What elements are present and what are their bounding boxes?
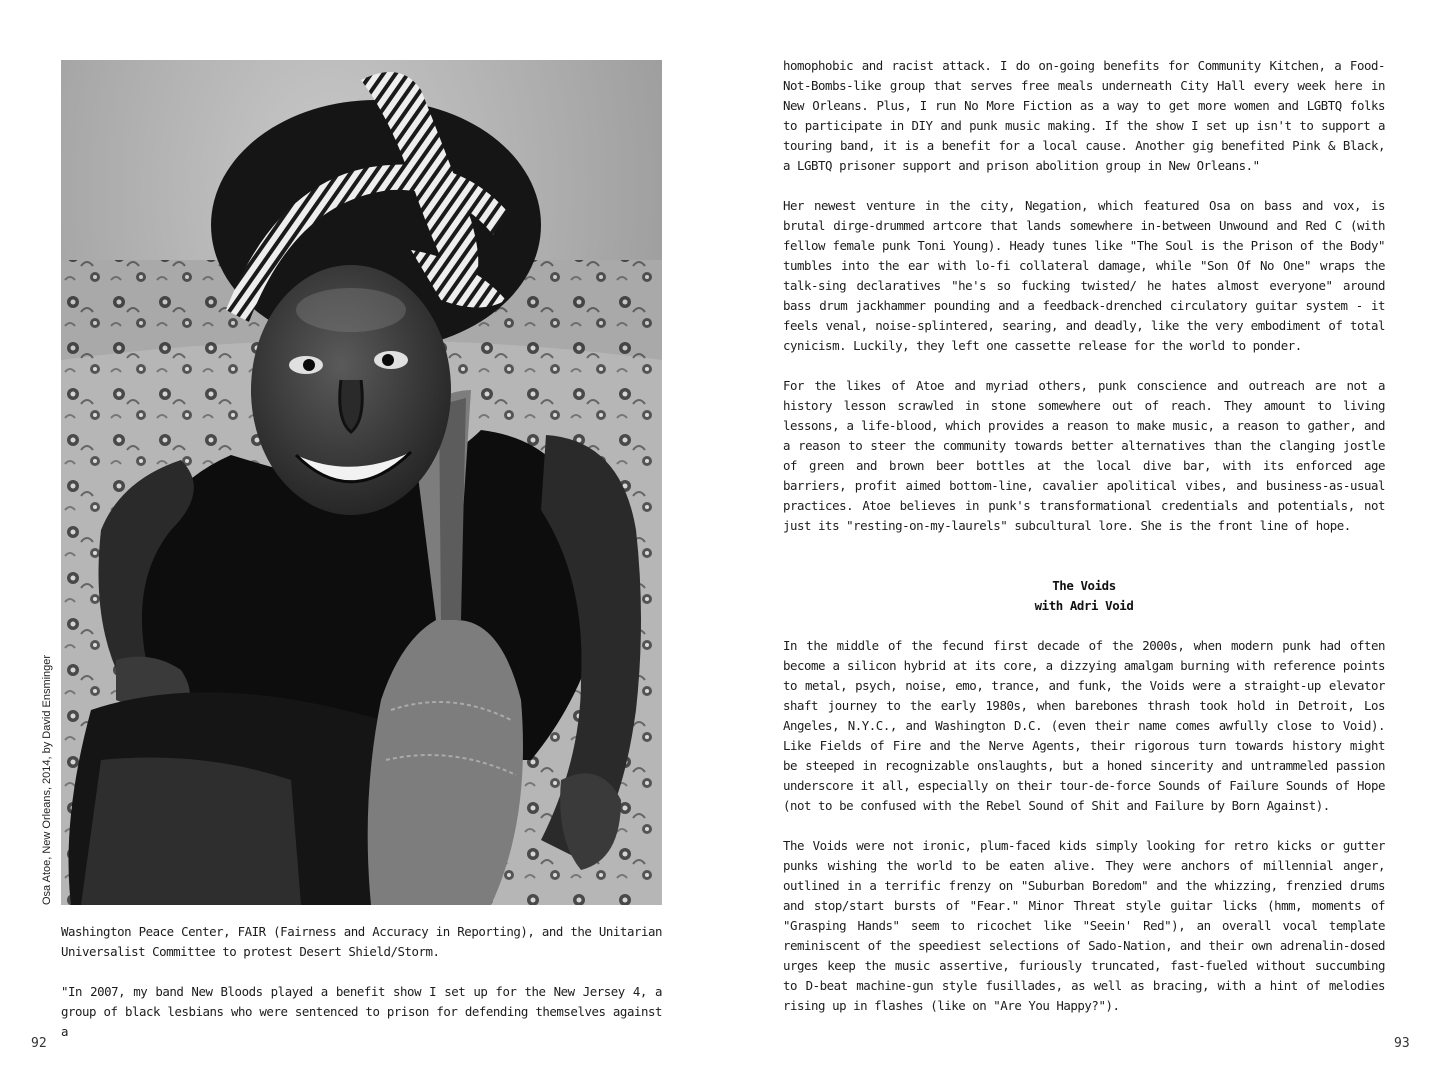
page-number-left: 92: [31, 1036, 47, 1051]
paragraph: "In 2007, my band New Bloods played a benefit show I set up for the New Jersey 4, a group of black lesbians who were sentenced to prison for defending themselves against a: [61, 984, 662, 1039]
portrait-photo-illustration: [61, 60, 662, 905]
paragraph: For the likes of Atoe and myriad others, punk conscience and outreach are not a history lesson scrawled in stone somewhere out of reach. They amount to living lessons, a life-blood, which provides a reason to make music, a reason to gather, and a reason to steer the community towards better alternatives than the clanging jostle of green and brown beer bottles at the local dive bar, with its enforced age barriers, profit aimed bottom-line, cavalier apolitical vibes, and business-as-usual practices. Atoe believes in punk's transformational credentials and potentials, not just its "resting-on-my-laurels" subcultural lore. She is the front line of hope.: [783, 378, 1385, 533]
paragraph: homophobic and racist attack. I do on-going benefits for Community Kitchen, a Food-Not-Bombs-like group that serves free meals underneath City Hall every week here in New Orleans. Plus, I run No More Fiction as a way to get more women and LGBTQ folks to participate in DIY and punk music making. If the show I set up isn't to support a touring band, it is a benefit for a local cause. Another gig benefited Pink & Black, a LGBTQ prisoner support and prison abolition group in New Orleans.": [783, 58, 1385, 173]
section-subtitle: with Adri Void: [1034, 598, 1134, 613]
section-title: The Voids: [1052, 578, 1116, 593]
paragraph: Her newest venture in the city, Negation, which featured Osa on bass and vox, is brutal dirge-drummed artcore that lands somewhere in-between Unwound and Red C (with fellow female punk Toni Young). Heady tunes like "The Soul is the Prison of the Body" tumbles into the ear with lo-fi collateral damage, while "Son Of No One" wraps the talk-sing declaratives "he's so fucking twisted/ he hates almost everyone" around bass drum jackhammer pounding and a feedback-drenched circulatory guitar system - it feels venal, noise-splintered, searing, and deadly, like the very embodiment of total cynicism. Luckily, they left one cassette release for the world to ponder.: [783, 198, 1385, 353]
portrait-photo: [61, 60, 662, 905]
paragraph: The Voids were not ironic, plum-faced kids simply looking for retro kicks or gutter punks wishing the world to be eaten alive. They were anchors of millennial anger, outlined in a terrific frenzy on "Suburban Boredom" and the whizzing, frenzied drums and stop/start bursts of "Fear." Minor Threat style guitar licks (hmm, moments of "Grasping Hands" seem to ricochet like "Seein' Red"), an overall vocal template reminiscent of the speediest selections of Sado-Nation, and their own adrenalin-dosed urges keep the music assertive, furiously truncated, fast-fueled without succumbing to D-beat machine-gun style fusillades, as well as bracing, with a hint of melodies rising up in flashes (like on "Are You Happy?").: [783, 838, 1385, 1013]
right-page-text: [783, 56, 1385, 1036]
left-page-text: [61, 922, 662, 1062]
section-heading: [783, 576, 1385, 616]
paragraph: Washington Peace Center, FAIR (Fairness and Accuracy in Reporting), and the Unitarian Universalist Committee to protest Desert Shield/Storm.: [61, 924, 662, 959]
paragraph: In the middle of the fecund first decade of the 2000s, when modern punk had often become a silicon hybrid at its core, a dizzying amalgam burning with reference points to metal, psych, noise, emo, trance, and funk, the Voids were a straight-up elevator shaft journey to the early 1980s, when barebones thrash took hold in Detroit, Los Angeles, N.Y.C., and Washington D.C. (even their name comes awfully close to Void). Like Fields of Fire and the Nerve Agents, their rigorous turn towards history might be steeped in recognizable onslaughts, but a honed sincerity and untrammeled passion underscore it all, especially on their tour-de-force Sounds of Failure Sounds of Hope (not to be confused with the Rebel Sound of Shit and Failure by Born Against).: [783, 638, 1385, 813]
page-number-right: 93: [1394, 1036, 1410, 1051]
photo-credit: Osa Atoe, New Orleans, 2014, by David Ensminger: [41, 654, 53, 905]
left-page: [0, 0, 722, 1084]
right-page: [722, 0, 1445, 1084]
